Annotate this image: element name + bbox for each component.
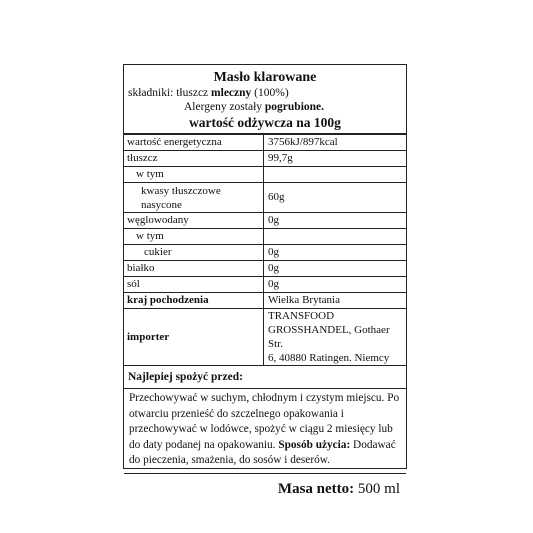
- row-value: 99,7g: [264, 151, 407, 167]
- row-value: [264, 309, 407, 366]
- row-label: w tym: [124, 167, 264, 183]
- table-row: [124, 183, 406, 213]
- label-header: [124, 65, 406, 134]
- allergens-note: [124, 100, 406, 114]
- best-before-label: Najlepiej spożyć przed:: [128, 371, 243, 383]
- row-value: 0g: [264, 261, 407, 277]
- ingredients-text: [124, 86, 406, 100]
- table-row: [124, 245, 406, 261]
- product-label: [123, 64, 407, 497]
- row-value: 0g: [264, 245, 407, 261]
- row-value: 60g: [264, 183, 407, 213]
- allergens-prefix: Alergeny zostały: [184, 101, 265, 113]
- row-label: białko: [124, 261, 264, 277]
- importer-line: GROSSHANDEL, Gothaer Str.: [268, 324, 390, 350]
- row-value: 0g: [264, 213, 407, 229]
- row-label: tłuszcz: [124, 151, 264, 167]
- row-label: importer: [124, 309, 264, 366]
- net-label: Masa netto:: [277, 480, 355, 497]
- row-value: 0g: [264, 277, 407, 293]
- allergens-bold: pogrubione.: [264, 101, 325, 113]
- ingredients-suffix: (100%): [251, 87, 289, 99]
- importer-line: 6, 40880 Ratingen. Niemcy: [268, 352, 390, 364]
- best-before-section: [124, 365, 406, 389]
- row-label: sól: [124, 277, 264, 293]
- ingredients-prefix: składniki: tłuszcz: [128, 87, 212, 99]
- row-value: 3756kJ/897kcal: [264, 135, 407, 151]
- row-label: wartość energetyczna: [124, 135, 264, 151]
- nutrition-title: wartość odżywcza na 100g: [189, 115, 341, 130]
- storage-text: [124, 389, 406, 473]
- table-row: [124, 167, 406, 183]
- table-row: [124, 135, 406, 151]
- row-label: w tym: [124, 229, 264, 245]
- importer-line: TRANSFOOD: [268, 310, 335, 322]
- table-row: [124, 261, 406, 277]
- table-row: [124, 151, 406, 167]
- net-quantity: [124, 474, 406, 498]
- table-row: [124, 277, 406, 293]
- table-row: [124, 309, 406, 366]
- ingredients-allergen: mleczny: [211, 87, 252, 99]
- row-label-line1: kwasy tłuszczowe: [141, 184, 221, 197]
- storage-instructions: Przechowywać w suchym, chłodnym i czystym miejscu. Po otwarciu przenieść do szczelnego opakowania i przechowywać w lodówce, spożyć w ciągu 2 miesięcy lub do daty podanej na opakowaniu.: [129, 392, 400, 451]
- row-value: [264, 229, 407, 245]
- table-row: [124, 213, 406, 229]
- table-row: [124, 229, 406, 245]
- row-value: Wielka Brytania: [264, 293, 407, 309]
- nutrition-table: [124, 134, 406, 365]
- net-value: 500 ml: [357, 480, 400, 497]
- product-title: Masło klarowane: [213, 70, 317, 85]
- row-label: cukier: [124, 245, 264, 261]
- usage-text: Dodawać do pieczenia, smażenia, do sosów i deserów.: [129, 438, 396, 466]
- row-label: węglowodany: [124, 213, 264, 229]
- storage-section: [124, 389, 406, 474]
- table-row: [124, 293, 406, 309]
- row-label-line2: nasycone: [141, 198, 182, 211]
- usage-label: Sposób użycia:: [278, 438, 351, 451]
- row-label: [124, 183, 264, 213]
- row-value: [264, 167, 407, 183]
- row-label: kraj pochodzenia: [124, 293, 264, 309]
